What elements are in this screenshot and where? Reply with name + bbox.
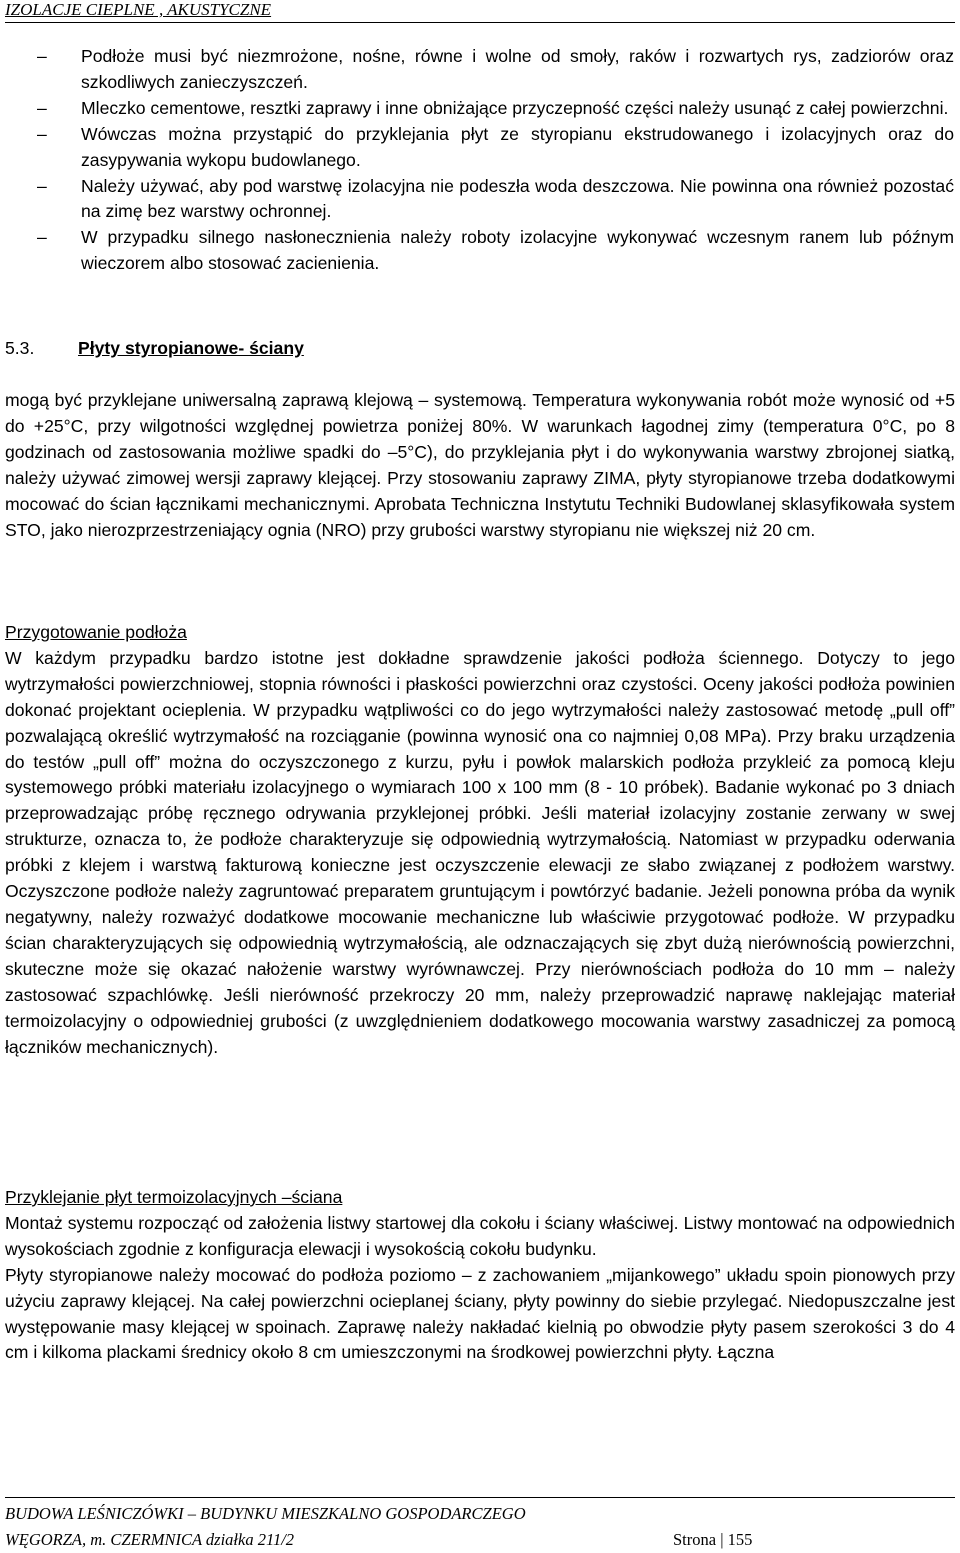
bullet-text: Podłoże musi być niezmrożone, nośne, równe i wolne od smoły, raków i rozwartych rys, zadziorów oraz szkodliwych zanieczyszczeń.: [81, 46, 954, 92]
intro-paragraph: mogą być przyklejane uniwersalną zaprawą klejową – systemową. Temperatura wykonywania robót może wynosić od +5 do +25°C, przy wilgotności względnej powietrza poniżej 80%. W warunkach łagodnej zimy (temperatura 0°C, po 8 godzinach od zastosowania możliwe spadki do –5°C), do przyklejania płyt i do wykonywania warstwy zbrojonej siatką, należy używać zimowej wersji zaprawy klejącej. Przy stosowaniu zaprawy ZIMA, płyty styropianowe trzeba dodatkowymi mocować do ścian łącznikami mechanicznymi. Aprobata Techniczna Instytutu Techniki Budowlanej sklasyfikowała system STO, jako nierozprzestrzeniający ognia (NRO) przy grubości warstwy styropianu nie większej niż 20 cm.: [5, 390, 955, 540]
subsection-text: Płyty styropianowe należy mocować do podłoża poziomo – z zachowaniem „mijankowego” układu spoin pionowych przy użyciu zaprawy klejącej. Na całej powierzchni ocieplanej ściany, płyty powinny do siebie przylegać. Niedopuszczalne jest występowanie masy klejącej w spoinach. Zaprawę należy nakładać kielnią po obwodzie płyty pasem szerokości 3 do 4 cm i kilkoma plackami średnicy około 8 cm umieszczonymi na środkowej powierzchni płyty. Łączna: [5, 1264, 955, 1363]
page-header: [5, 0, 955, 23]
bullet-dash: –: [37, 123, 47, 144]
footer-location: WĘGORZA, m. CZERMNICA działka 211/2: [5, 1530, 295, 1549]
header-title: IZOLACJE CIEPLNE , AKUSTYCZNE: [5, 0, 272, 19]
bullet-text: W przypadku silnego nasłonecznienia należy roboty izolacyjne wykonywać wczesnym ranem lub późnym wieczorem albo stosować zacienienia.: [81, 227, 954, 274]
bullet-dash: –: [37, 97, 47, 118]
subsection-text: Montaż systemu rozpocząć od założenia listwy startowej dla cokołu i ściany właściwej. Listwy montować na odpowiednich wysokościach zgodnie z konfiguracja elewacji i wysokością cokołu budynku.: [5, 1212, 955, 1259]
section-heading: [5, 336, 955, 362]
list-item: [37, 174, 954, 226]
section-number: 5.3.: [5, 338, 35, 358]
subsection-title: Przyklejanie płyt termoizolacyjnych –ściana: [5, 1187, 343, 1207]
subsection-title: Przygotowanie podłoża: [5, 622, 187, 642]
bullet-text: Wówczas można przystąpić do przyklejania płyt ze styropianu ekstrudowanego i izolacyjnych oraz do zasypywania wykopu budowlanego.: [81, 123, 954, 170]
footer-project: BUDOWA LEŚNICZÓWKI – BUDYNKU MIESZKALNO GOSPODARCZEGO: [5, 1504, 526, 1523]
page-footer: [5, 1497, 955, 1553]
bullet-text: Mleczko cementowe, resztki zaprawy i inne obniżające przyczepność części należy usunąć z całej powierzchni.: [81, 97, 949, 118]
subsection-gluing: [5, 1185, 955, 1366]
bullet-list: [37, 44, 954, 277]
bullet-dash: –: [37, 175, 47, 196]
list-item: [37, 96, 954, 122]
bullet-dash: –: [37, 227, 47, 248]
subsection-preparation: [5, 620, 955, 1060]
page-number: Strona | 155: [673, 1530, 753, 1549]
section-title: Płyty styropianowe- ściany: [78, 338, 304, 358]
bullet-dash: –: [37, 46, 47, 66]
subsection-text: W każdym przypadku bardzo istotne jest dokładne sprawdzenie jakości podłoża ściennego. Dotyczy to jego wytrzymałości powierzchniowej, stopnia równości i płaskości powierzchni oraz czystości. Oceny jakości podłoża powinien dokonać projektant ocieplenia. W przypadku wątpliwości co do jego wytrzymałości należy zastosować metodę „pull off” pozwalającą określić wytrzymałość na rozciąganie (powinna wynosić ona co najmniej 0,08 MPa). Przy braku urządzenia do testów „pull off” można do oczyszczonego z kurzu, pyłu i powłok malarskich podłoża przykleić za pomocą kleju systemowego próbki materiału izolacyjnego o wymiarach 100 x 100 mm (8 - 10 próbek). Badanie wykonać po 3 dniach przeprowadzając próbę ręcznego odrywania przyklejonej próbki. Jeśli materiał izolacyjny zostanie zerwany w swej strukturze, oznacza to, że podłoże charakteryzuje się odpowiednią wytrzymałością. Natomiast w przypadku oderwania próbki z klejem i warstwą fakturową konieczne jest oczyszczenie elewacji ze słabo związanej z podłożem warstwy. Oczyszczone podłoże należy zagruntować preparatem gruntującym i powtórzyć badanie. Jeżeli ponowna próba da wynik negatywny, należy rozważyć dodatkowe mocowanie mechaniczne lub właściwie przygotować podłoże. W przypadku ścian charakteryzujących się odpowiednią wytrzymałością, ale odznaczających się zbyt dużą nierównością powierzchni, skuteczne może się okazać nałożenie warstwy wyrównawczej. Przy nierównościach podłoża do 10 mm – należy zastosować szpachlówkę. Jeśli nierówność przekroczy 20 mm, należy przeprowadzić naprawę naklejając materiał termoizolacyjny o odpowiedniej grubości (z uwzględnieniem dodatkowego mocowania warstwy zasadniczej za pomocą łączników mechanicznych).: [5, 647, 955, 1057]
list-item: [37, 44, 954, 96]
bullet-text: Należy używać, aby pod warstwę izolacyjna nie podeszła woda deszczowa. Nie powinna ona również pozostać na zimę bez warstwy ochronnej.: [81, 175, 954, 222]
list-item: [37, 122, 954, 174]
list-item: [37, 225, 954, 277]
